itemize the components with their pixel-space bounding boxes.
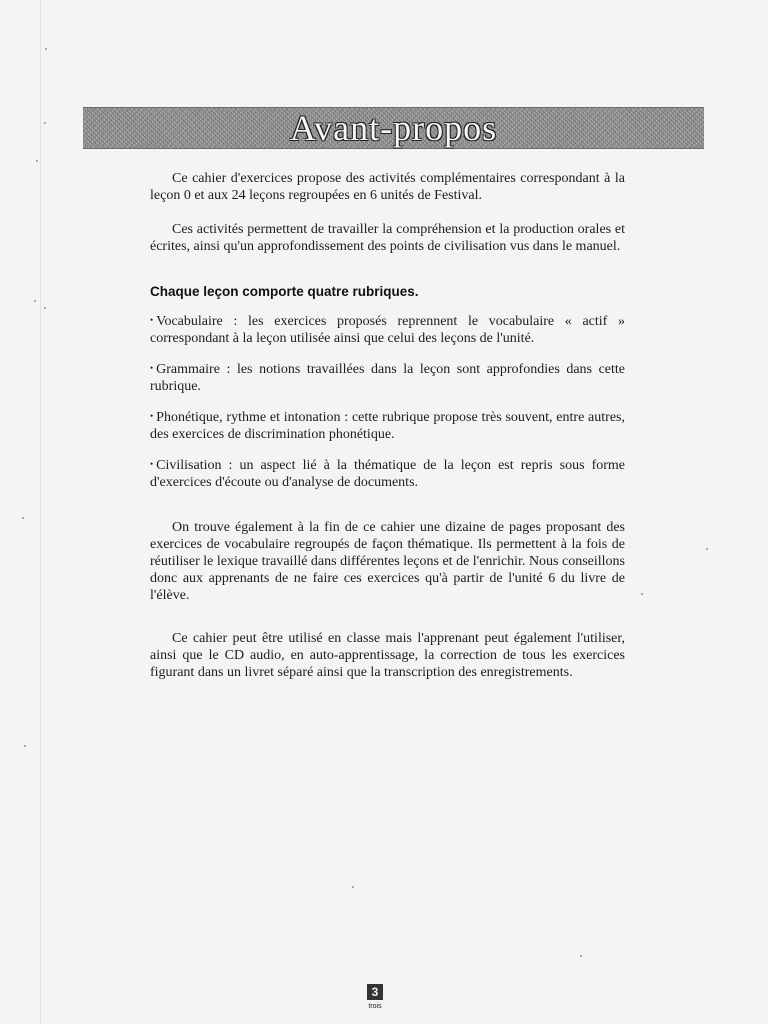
rubric-grammaire	[150, 360, 625, 395]
scan-speck	[36, 160, 38, 162]
scan-speck	[44, 122, 46, 124]
rubric-label: Phonétique, rythme et intonation :	[156, 410, 349, 425]
bullet-icon: •	[150, 315, 154, 325]
bullet-icon: •	[150, 459, 154, 469]
closing-paragraph: On trouve également à la fin de ce cahier une dizaine de pages proposant des exercices de vocabulaire regroupés de façon thématique. Ils permettent à la fois de réutiliser le lexique travaillé dans différentes leçons et de l'enrichir. Nous conseillons donc aux apprenants de ne faire ces exercices qu'à partir de l'unité 6 du livre de l'élève.	[150, 520, 626, 603]
rubric-label: Vocabulaire :	[156, 314, 238, 329]
scan-speck	[22, 517, 24, 519]
rubric-phonetique	[150, 408, 625, 443]
rubric-text: les exercices proposés reprennent le vocabulaire « actif » correspondant à la leçon utilisée ainsi que celui des leçons de l'unité.	[150, 314, 625, 346]
scan-speck	[45, 48, 47, 50]
title-banner	[83, 107, 704, 149]
scan-speck	[44, 307, 46, 309]
rubric-text: cette rubrique propose très souvent, entre autres, des exercices de discrimination phonétique.	[150, 410, 625, 442]
rubric-label: Grammaire :	[156, 362, 231, 377]
bullet-icon: •	[150, 363, 154, 373]
page-number-word: trois	[368, 1003, 382, 1010]
scan-speck	[706, 548, 708, 550]
intro-paragraph: Ces activités permettent de travailler la compréhension et la production orales et écrites, ainsi qu'un approfondissement des points de civilisation vus dans le manuel.	[150, 222, 625, 254]
scan-edge-line	[40, 0, 41, 1024]
page-number-badge: 3	[367, 984, 383, 1000]
scan-speck	[580, 955, 582, 957]
rubric-vocabulaire	[150, 312, 625, 347]
preface-content	[150, 170, 625, 698]
page-title: Avant-propos	[289, 108, 498, 148]
section-heading: Chaque leçon comporte quatre rubriques.	[150, 284, 419, 299]
bullet-icon: •	[150, 411, 154, 421]
scan-speck	[34, 300, 36, 302]
scan-speck	[352, 886, 354, 888]
scan-speck	[24, 745, 26, 747]
rubric-civilisation	[150, 456, 625, 491]
intro-paragraph: Ce cahier d'exercices propose des activités complémentaires correspondant à la leçon 0 et aux 24 leçons regroupées en 6 unités de Festival.	[150, 171, 625, 203]
scan-speck	[641, 593, 643, 595]
rubric-text: un aspect lié à la thématique de la leçon est repris sous forme d'exercices d'écoute ou d'analyse de documents.	[150, 458, 625, 490]
rubric-text: les notions travaillées dans la leçon sont approfondies dans cette rubrique.	[150, 362, 626, 394]
rubric-label: Civilisation :	[156, 458, 233, 473]
closing-paragraph: Ce cahier peut être utilisé en classe mais l'apprenant peut également l'utiliser, ainsi que le CD audio, en auto-apprentissage, la correction de tous les exercices figurant dans un livret séparé ainsi que la transcription des enregistrements.	[150, 631, 625, 680]
